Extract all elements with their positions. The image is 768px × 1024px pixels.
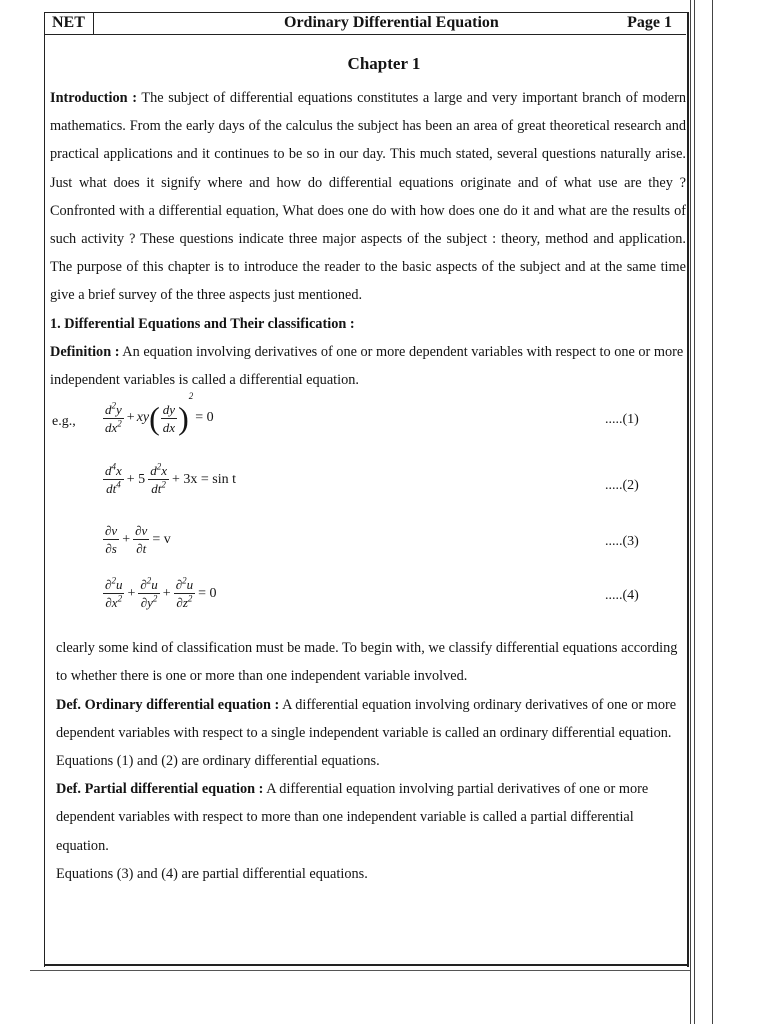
scan-edge-line [712, 0, 713, 1024]
chapter-title: Chapter 1 [347, 54, 421, 73]
equation-number: .....(4) [605, 588, 639, 604]
bottom-rule [44, 964, 688, 966]
equation-number: .....(2) [605, 478, 639, 494]
eg-label: e.g., [52, 414, 76, 430]
pde-definition-text: A differential equation involving partial derivatives of one or more dependent variables with respect to more than one independent variable is called a partial differential equation. [56, 781, 649, 854]
classification-paragraph: clearly some kind of classification must be made. To begin with, we classify differential equations according to whether there is one or more than one independent variable involved. [56, 640, 678, 685]
section-heading: 1. Differential Equations and Their classification : [50, 315, 355, 332]
equation-1-rhs: = 0 [195, 409, 214, 425]
pde-definition-heading: Def. Partial differential equation : [56, 781, 264, 798]
equation-block [50, 391, 686, 634]
header-title: Ordinary Differential Equation [284, 14, 499, 31]
equation-1: $\frac{d^2y}{dx^2}$ + xy( $\frac{dy}{dx}$ )$^2$= 0 [105, 391, 214, 437]
equation-number: .....(1) [605, 412, 639, 428]
introduction-heading: Introduction : [50, 90, 137, 106]
equation-4-rhs: = 0 [198, 585, 217, 601]
bottom-rule [30, 970, 690, 971]
classification-section [56, 634, 686, 888]
equation-number: .....(3) [605, 534, 639, 550]
pde-examples: Equations (3) and (4) are partial differential equations. [56, 865, 368, 882]
header-subject-tag: NET [44, 12, 94, 34]
definition-heading: Definition : [50, 343, 120, 360]
introduction-paragraph [50, 84, 686, 310]
ode-definition-text: A differential equation involving ordinary derivatives of one or more dependent variables with respect to a single independent variable is called an ordinary differential equation. [56, 696, 677, 741]
ode-definition-heading: Def. Ordinary differential equation : [56, 696, 280, 713]
header-page-number: Page 1 [627, 14, 672, 31]
definition-text: An equation involving derivatives of one or more dependent variables with respect to one or more independent variables is called a differential equation. [50, 343, 684, 389]
equation-4: $\frac{\partial^2u}{\partial x^2}$ + $\frac{\partial^2u}{\partial y^2}$ + $\frac{\partial^2u}{\partial z^2}$ = 0 [105, 575, 217, 611]
scan-edge-line [690, 0, 691, 1024]
scan-edge-line [694, 0, 695, 1024]
pde-definition [56, 775, 686, 860]
page-header [44, 12, 686, 35]
page-content [50, 84, 686, 888]
ode-examples: Equations (1) and (2) are ordinary differential equations. [56, 753, 380, 770]
equation-2: $\frac{d^4x}{dt^4}$ + 5 $\frac{d^2x}{dt^2}$ + 3x = sin t [105, 461, 236, 497]
ode-definition [56, 691, 686, 747]
introduction-text: The subject of differential equations constitutes a large and very important branch of modern mathematics. From the early days of the calculus the subject has been an area of great theoretical research and practical applications and it continues to be so in our day. This much stated, several questions naturally arise. Just what does it signify where and how do differential equations originate and of what use are they ? Confronted with a differential equation, What does one do with how does one do it and what are the results of such activity ? These questions indicate three major aspects of the subject : theory, method and application. The purpose of this chapter is to introduce the reader to the basic aspects of the subject and at the same time give a brief survey of the three aspects just mentioned. [50, 90, 686, 304]
equation-3: $\frac{\partial v}{\partial s}$ + $\frac{\partial v}{\partial t}$ = v [105, 523, 171, 557]
definition-paragraph [50, 338, 686, 394]
equation-3-rhs: = v [152, 531, 171, 547]
equation-2-rhs: + 3x = sin t [171, 471, 236, 487]
